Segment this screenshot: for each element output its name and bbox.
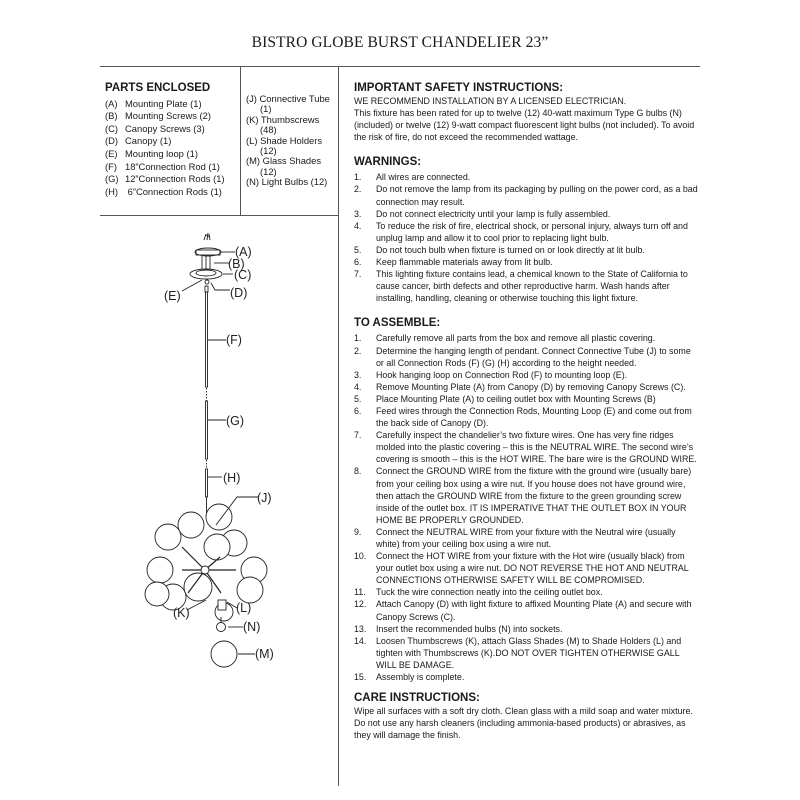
assemble-step: 15. Assembly is complete.	[354, 672, 465, 683]
warnings-section	[354, 156, 699, 304]
part-key: (A)	[105, 97, 118, 109]
part-label: 12”Connection Rods (1)	[125, 173, 225, 185]
part-label: 18”Connection Rod (1)	[125, 160, 220, 172]
part-key: (B)	[105, 110, 118, 122]
part-key: (D)	[105, 135, 119, 147]
part-key: (F)	[105, 160, 117, 172]
label-d: (D)	[230, 286, 248, 300]
center-hub	[201, 566, 209, 574]
chandelier-diagram	[120, 225, 300, 680]
part-key: (G)	[105, 173, 119, 185]
label-f: (F)	[226, 333, 242, 347]
part-label: 6”Connection Rods (1)	[125, 185, 222, 197]
care-heading: CARE INSTRUCTIONS:	[354, 692, 480, 705]
warning-item: 2. Do not remove the lamp from its packaging by pulling on the power cord, as a bad connection may result.	[354, 184, 698, 207]
connection-rod-g	[206, 401, 208, 459]
part-label: Canopy (1)	[125, 135, 172, 147]
part-item: (M) Glass Shades (12)	[246, 155, 322, 177]
label-e: (E)	[164, 289, 181, 303]
assemble-step: 5. Place Mounting Plate (A) to ceiling outlet box with Mounting Screws (B)	[354, 393, 656, 404]
warning-item: 4. To reduce the risk of fire, electrical shock, or personal injury, always turn off and unplug lamp and allow it to cool prior to replacing light bulb.	[354, 220, 688, 243]
assemble-step: 13. Insert the recommended bulbs (N) into sockets.	[354, 623, 563, 634]
part-label: Canopy Screws (3)	[125, 122, 205, 134]
connection-rod-h	[206, 469, 208, 497]
assemble-step: 1. Carefully remove all parts from the box and remove all plastic covering.	[354, 333, 656, 344]
part-item: (N) Light Bulbs (12)	[246, 176, 328, 188]
glass-shade-m-shape	[211, 641, 237, 667]
parts-enclosed-list	[105, 82, 240, 198]
warning-item: 3. Do not connect electricity until your lamp is fully assembled.	[354, 208, 611, 219]
label-a: (A)	[235, 245, 252, 259]
assemble-step: 10. Connect the HOT WIRE from your fixture with the Hot wire (usually black) from your outlet box using a wire nut. DO NOT REVERSE THE HOT AND NEUTRAL CONNECTIONS OTHERWISE SAFETY WILL BE COMPROMISED.	[354, 551, 689, 586]
care-text: Wipe all surfaces with a soft dry cloth. Clean glass with a mild soap and water mixture. Do not use any harsh cleaners (including ammonia-based products) or abrasives, as they will damage the finish.	[354, 706, 693, 741]
instructions-column	[354, 82, 699, 750]
part-item	[105, 135, 240, 148]
warning-item: 6. Keep flammable materials away from lit bulb.	[354, 257, 553, 268]
parts-bottom-rule	[100, 215, 339, 216]
main-column-divider	[338, 66, 339, 786]
safety-section	[354, 82, 699, 143]
top-rule	[100, 66, 700, 67]
canopy-shape	[190, 269, 222, 279]
warning-item: 7. This lighting fixture contains lead, a chemical known to the State of California to cause cancer, birth defects and other reproductive harm. Wash hands after installing, handling, cleaning or otherwise touching this light fixture.	[354, 269, 688, 304]
parts-enclosed-list-continued	[246, 94, 338, 188]
label-b: (B)	[228, 257, 245, 271]
part-key: (C)	[105, 122, 119, 134]
part-item	[105, 148, 240, 161]
assemble-step: 9. Connect the NEUTRAL WIRE from your fixture with the Neutral wire (usually white) from your ceiling box using a wire nut.	[354, 526, 676, 549]
part-label: Mounting Screws (2)	[125, 110, 211, 122]
assemble-step: 4. Remove Mounting Plate (A) from Canopy (D) by removing Canopy Screws (C).	[354, 381, 686, 392]
assemble-step: 2. Determine the hanging length of pendant. Connect Connective Tube (J) to some or all Connection Rods (F) (G) (H) according to the height needed.	[354, 345, 691, 368]
label-l: (L)	[236, 601, 252, 615]
document-title: BISTRO GLOBE BURST CHANDELIER 23”	[251, 34, 549, 51]
part-key: (H)	[105, 185, 119, 197]
assemble-step: 11. Tuck the wire connection neatly into the ceiling outlet box.	[354, 587, 603, 598]
assemble-section	[354, 317, 699, 683]
label-k: (K)	[173, 606, 190, 620]
assemble-step: 12. Attach Canopy (D) with light fixture to affixed Mounting Plate (A) and secure with Canopy Screws (C).	[354, 599, 692, 622]
part-item: (L) Shade Holders (12)	[246, 134, 323, 157]
parts-column-divider	[240, 66, 241, 216]
part-item	[105, 110, 240, 123]
warning-item: 1. All wires are connected.	[354, 172, 471, 183]
assemble-step: 8. Connect the GROUND WIRE from the fixture with the ground wire (usually bare) from your ceiling box using a wire nut. If you house does not have ground wire, then attach the GROUND WIRE from the fixture to the green grounding screw inside of the outlet box. IT IS IMPERATIVE THAT THE OUTLET BOX IN YOUR HOME BE PROPERLY GROUNDED.	[354, 466, 692, 525]
warnings-heading: WARNINGS:	[354, 156, 422, 169]
warning-item: 5. Do not touch bulb when fixture is turned on or look directly at lit bulb.	[354, 244, 645, 255]
label-g: (G)	[226, 414, 245, 428]
part-item	[105, 186, 240, 199]
assemble-step: 14. Loosen Thumbscrews (K), attach Glass Shades (M) to Shade Holders (L) and tighten with Thumbscrews (K).DO NOT OVER TIGHTEN OTHERWISE GALL WILL BE DAMAGE.	[354, 635, 682, 670]
part-item	[105, 161, 240, 174]
label-c: (C)	[234, 268, 252, 282]
label-n: (N)	[243, 620, 261, 634]
label-m: (M)	[255, 647, 274, 661]
assemble-step: 6. Feed wires through the Connection Rods, Mounting Loop (E) and come out from the back side of Canopy (D).	[354, 405, 692, 429]
assemble-step: 3. Hook hanging loop on Connection Rod (F) to mounting loop (E).	[354, 369, 628, 380]
part-label: Mounting loop (1)	[125, 147, 198, 159]
safety-line-2: This fixture has been rated for up to twelve (12) 40-watt maximum Type G bulbs (N) (included) or twelve (12) 9-watt compact fluorescent light bulbs (not included). To avoid the risk of fire, do not exceed the recommended wattage.	[354, 108, 695, 143]
assemble-list	[354, 332, 699, 683]
bulb-n-shape	[217, 623, 226, 632]
connection-rod-f	[206, 292, 208, 387]
part-item	[105, 98, 240, 111]
care-section	[354, 692, 699, 741]
part-item	[105, 123, 240, 136]
part-key: (E)	[105, 147, 118, 159]
part-item: (K) Thumbscrews (48)	[246, 113, 320, 136]
warnings-list	[354, 171, 699, 304]
part-item: (J) Connective Tube (1)	[246, 93, 330, 115]
assemble-heading: TO ASSEMBLE:	[354, 317, 441, 330]
safety-line-1: WE RECOMMEND INSTALLATION BY A LICENSED ELECTRICIAN.	[354, 96, 627, 106]
label-j: (J)	[257, 491, 272, 505]
part-item	[105, 173, 240, 186]
part-label: Mounting Plate (1)	[125, 97, 202, 109]
wire-icon	[204, 233, 210, 240]
safety-heading: IMPORTANT SAFETY INSTRUCTIONS:	[354, 82, 564, 94]
assemble-step: 7. Carefully inspect the chandelier’s two fixture wires. One has very fine ridges molded into the plastic covering – this is the NEUTRAL WIRE. The second wire’s covering is smooth – this is the HOT WIRE. The bare wire is the GROUND WIRE.	[354, 430, 697, 465]
parts-heading: PARTS ENCLOSED	[105, 82, 211, 94]
label-h: (H)	[223, 471, 241, 485]
